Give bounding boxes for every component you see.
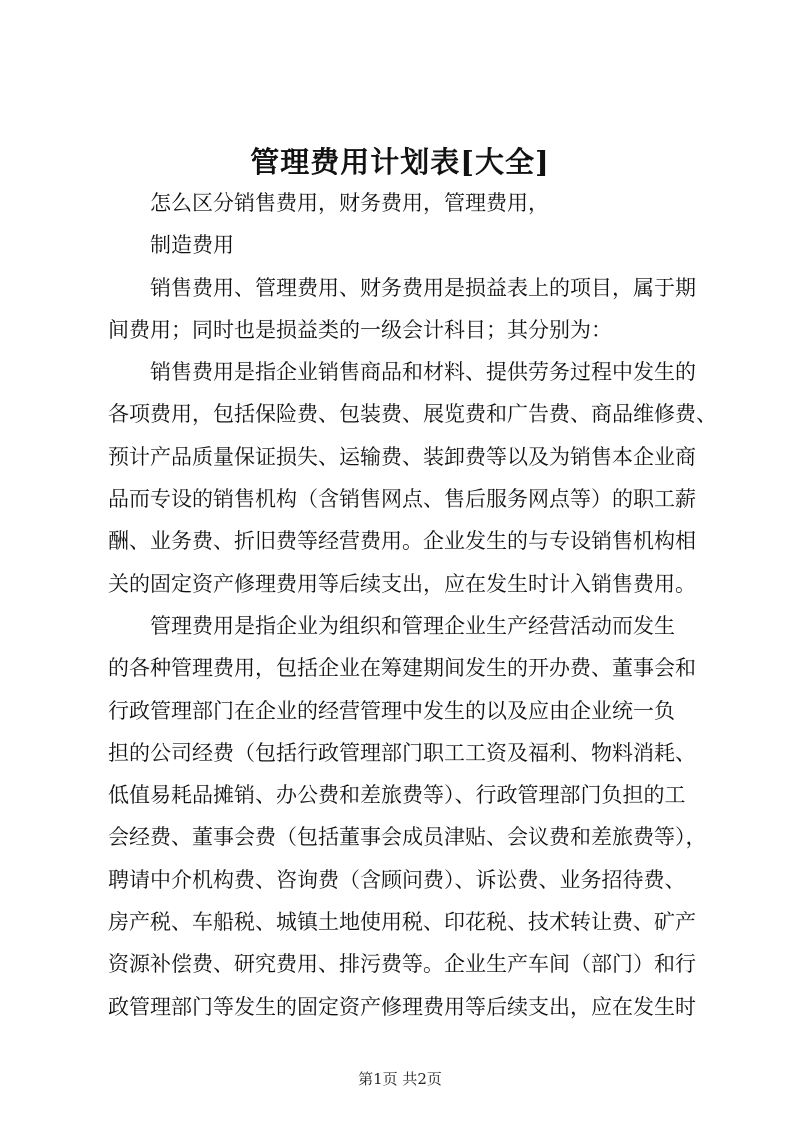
paragraph-line: 制造费用 [150,233,234,258]
paragraph-line: 低值易耗品摊销、办公费和差旅费等）、行政管理部门负担的工 [108,783,686,808]
paragraph-line: 预计产品质量保证损失、运输费、装卸费等以及为销售本企业商 [108,444,696,469]
paragraph-line: 销售费用是指企业销售商品和材料、提供劳务过程中发生的 [150,360,696,385]
paragraph-line: 销售费用、管理费用、财务费用是损益表上的项目，属于期 [150,275,696,300]
paragraph-line: 房产税、车船税、城镇土地使用税、印花税、技术转让费、矿产 [108,910,696,935]
paragraph-line: 资源补偿费、研究费用、排污费等。企业生产车间（部门）和行 [108,952,696,977]
paragraph-line: 关的固定资产修理费用等后续支出，应在发生时计入销售费用。 [108,571,696,596]
paragraph-line: 政管理部门等发生的固定资产修理费用等后续支出，应在发生时 [108,994,696,1019]
document-body [108,182,718,1028]
paragraph-line: 管理费用是指企业为组织和管理企业生产经营活动而发生 [150,613,675,638]
page-title: 管理费用计划表[大全] [250,145,550,179]
paragraph-line: 间费用；同时也是损益类的一级会计科目；其分别为： [108,317,612,342]
paragraph-line: 怎么区分销售费用，财务费用，管理费用， [150,191,549,215]
paragraph-line: 会经费、董事会费（包括董事会成员津贴、会议费和差旅费等）， [108,825,707,850]
paragraph-line: 酬、业务费、折旧费等经营费用。企业发生的与专设销售机构相 [108,529,696,554]
paragraph-line: 行政管理部门在企业的经营管理中发生的以及应由企业统一负 [108,698,675,723]
paragraph-line: 品而专设的销售机构（含销售网点、售后服务网点等）的职工薪 [108,487,696,512]
paragraph-line: 的各种管理费用，包括企业在筹建期间发生的开办费、董事会和 [108,656,696,681]
paragraph-line: 聘请中介机构费、咨询费（含顾问费）、诉讼费、业务招待费、 [108,867,686,892]
page-footer: 第1页 共2页 [358,1070,442,1088]
paragraph-line: 各项费用，包括保险费、包装费、展览费和广告费、商品维修费、 [108,402,717,427]
paragraph-line: 担的公司经费（包括行政管理部门职工工资及福利、物料消耗、 [108,740,696,765]
